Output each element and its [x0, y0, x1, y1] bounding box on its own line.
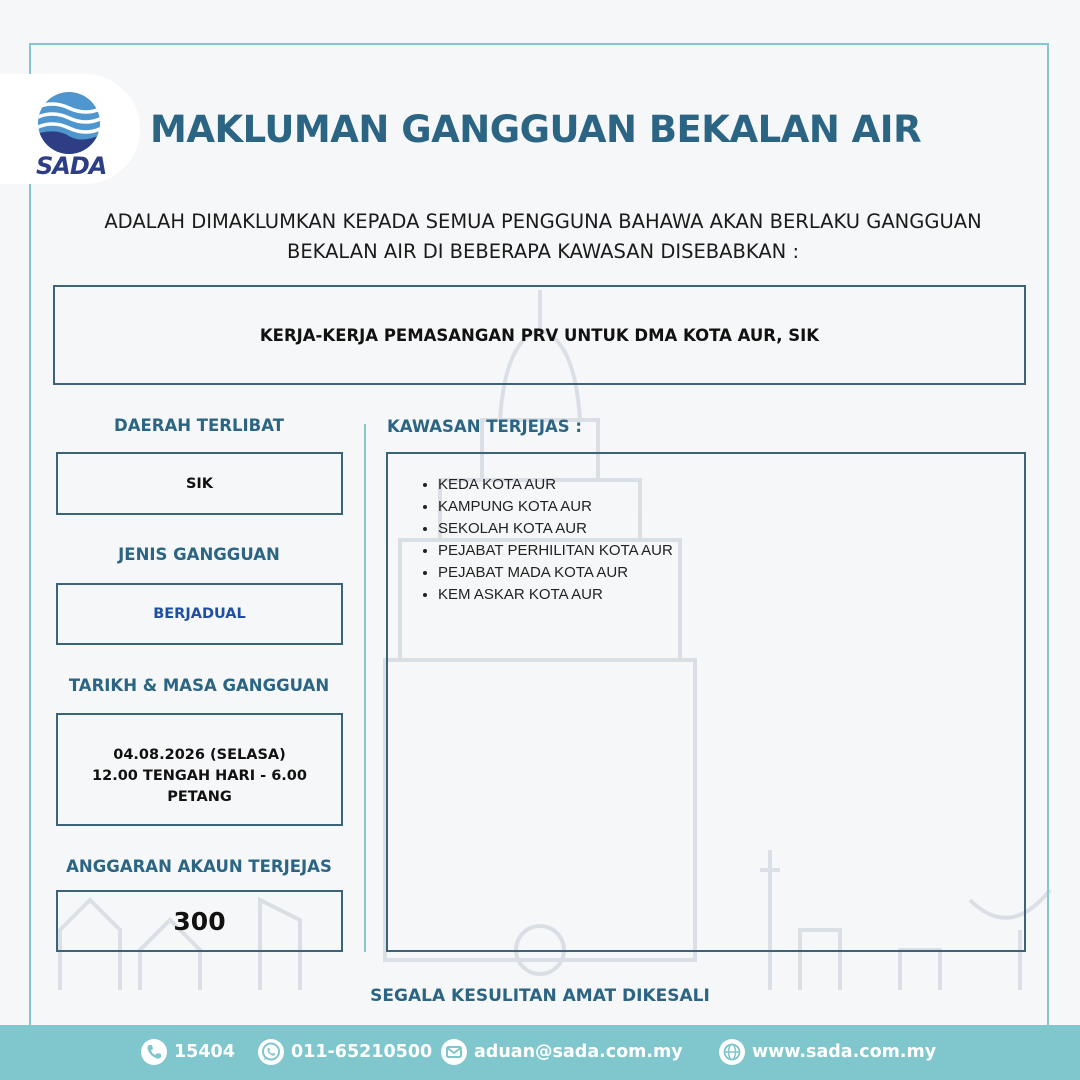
apology-note: SEGALA KESULITAN AMAT DIKESALI [370, 986, 710, 1006]
disruption-type-label: JENIS GANGGUAN [118, 545, 280, 564]
list-item: • KAMPUNG KOTA AUR [438, 496, 718, 518]
cause-box [53, 285, 1026, 385]
phone-icon [140, 1038, 168, 1066]
email-icon [440, 1038, 468, 1066]
list-item: • KEDA KOTA AUR [438, 474, 718, 496]
list-item: • PEJABAT MADA KOTA AUR [438, 562, 718, 584]
affected-accounts-label: ANGGARAN AKAUN TERJEJAS [66, 857, 332, 876]
contact-email-text: aduan@sada.com.my [474, 1042, 683, 1062]
areas-list [388, 454, 718, 606]
list-item: • SEKOLAH KOTA AUR [438, 518, 718, 540]
affected-accounts-value: 300 [173, 906, 226, 936]
disruption-type-value: BERJADUAL [153, 606, 246, 622]
contact-email[interactable] [440, 1038, 683, 1066]
contact-whatsapp-text: 011-65210500 [291, 1042, 433, 1062]
list-item: • KEM ASKAR KOTA AUR [438, 584, 718, 606]
district-box [56, 452, 343, 515]
globe-icon [718, 1038, 746, 1066]
areas-box [386, 452, 1026, 952]
disruption-type-box [56, 583, 343, 645]
schedule-label: TARIKH & MASA GANGGUAN [68, 676, 330, 695]
contact-website-text: www.sada.com.my [752, 1042, 937, 1062]
contact-website[interactable] [718, 1038, 936, 1066]
logo-text: SADA [36, 152, 107, 180]
logo-tab [0, 74, 140, 184]
list-item: • PEJABAT PERHILITAN KOTA AUR [438, 540, 718, 562]
contact-footer [0, 1025, 1080, 1080]
schedule-time: 12.00 TENGAH HARI - 6.00 PETANG [92, 768, 307, 805]
whatsapp-icon [257, 1038, 285, 1066]
affected-accounts-box [56, 890, 343, 952]
contact-whatsapp[interactable] [257, 1038, 432, 1066]
cause-text: KERJA-KERJA PEMASANGAN PRV UNTUK DMA KOTA AUR, SIK [259, 325, 820, 345]
intro-line-2: BEKALAN AIR DI BEBERAPA KAWASAN DISEBABKAN : [286, 240, 800, 263]
contact-phone[interactable] [140, 1038, 235, 1066]
district-label: DAERAH TERLIBAT [114, 416, 284, 435]
areas-label: KAWASAN TERJEJAS : [387, 417, 583, 436]
sada-logo-icon [36, 90, 102, 156]
contact-phone-text: 15404 [174, 1042, 235, 1062]
schedule-box [56, 713, 343, 826]
column-divider [364, 424, 366, 952]
intro-line-1: ADALAH DIMAKLUMKAN KEPADA SEMUA PENGGUNA BAHAWA AKAN BERLAKU GANGGUAN [104, 210, 982, 233]
schedule-date: 04.08.2026 (SELASA) [113, 747, 286, 763]
page-title: MAKLUMAN GANGGUAN BEKALAN AIR [150, 108, 922, 151]
intro-text [70, 207, 1016, 267]
district-value: SIK [185, 475, 214, 492]
